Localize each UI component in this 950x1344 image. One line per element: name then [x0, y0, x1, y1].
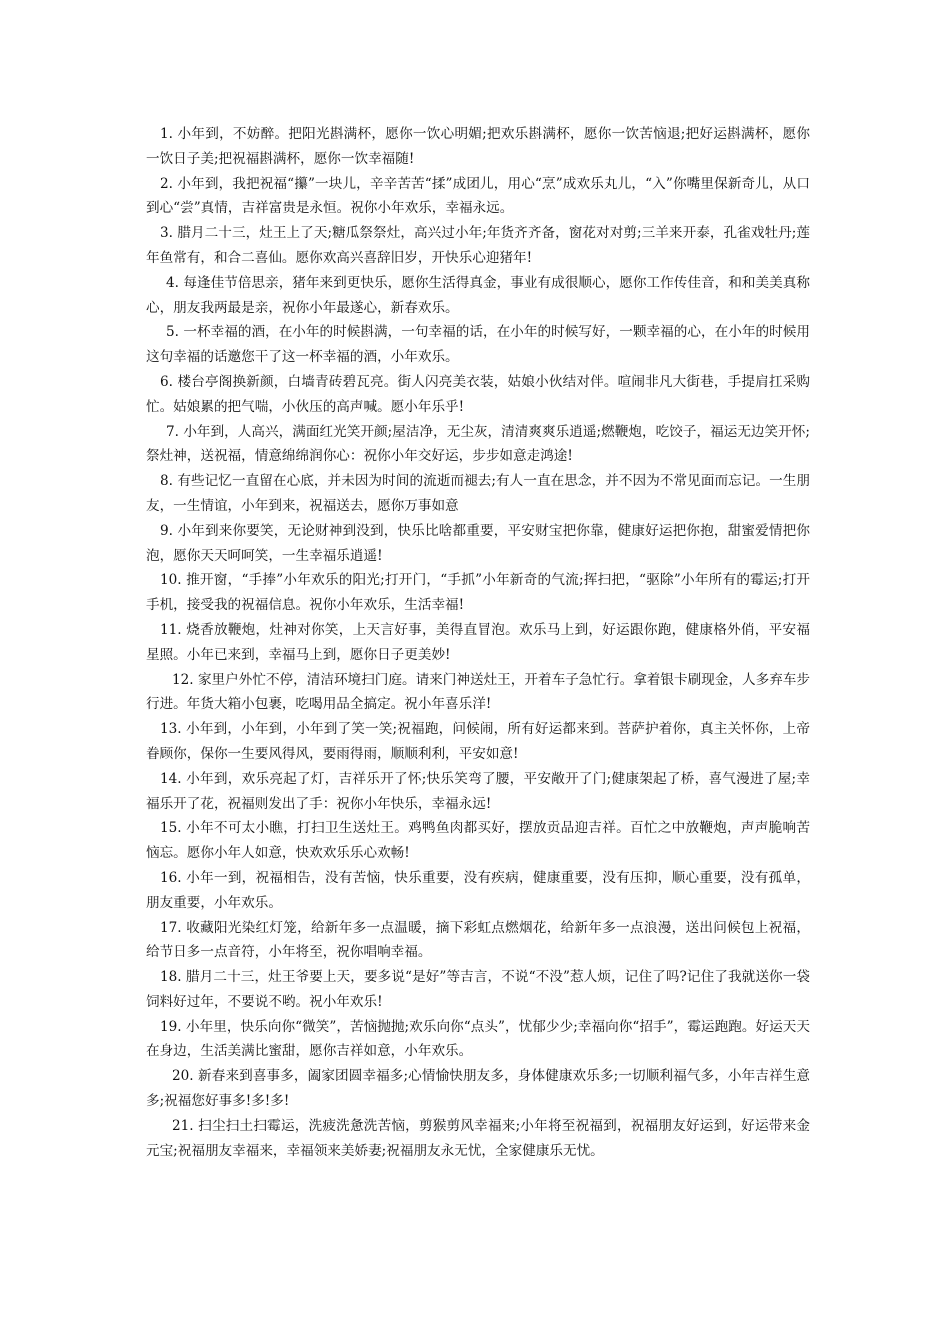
paragraph-14: 14. 小年到，欢乐亮起了灯，吉祥乐开了怀;快乐笑弯了腰，平安敞开了门;健康架起了桥，喜气漫进了屋;幸福乐开了花，祝福则发出了手：祝你小年快乐，幸福永远! [146, 770, 810, 812]
paragraph-21: 21. 扫尘扫土扫霉运，洗疲洗惫洗苦恼，剪猴剪风幸福来;小年将至祝福到，祝福朋友好运到，好运带来金元宝;祝福朋友幸福来，幸福领来美娇妻;祝福朋友永无忧，全家健康乐无忧。 [146, 1117, 810, 1159]
paragraph-18: 18. 腊月二十三，灶王爷要上天，要多说“是好”等吉言，不说“不没”惹人烦，记住了吗?记住了我就送你一袋饲料好过年，不要说不哟。祝小年欢乐! [146, 969, 810, 1010]
paragraph-4: 4. 每逢佳节倍思亲，猪年来到更快乐，愿你生活得真金，事业有成很顺心，愿你工作传佳音，和和美美真称心，朋友我两最是亲，祝你小年最遂心，新春欢乐。 [146, 274, 810, 316]
paragraph-2: 2. 小年到，我把祝福“攥”一块儿，辛辛苦苦“揉”成团儿，用心“烹”成欢乐丸儿，“入”你嘴里保新奇儿，从口到心“尝”真情，吉祥富贵是永恒。祝你小年欢乐，幸福永远。 [146, 175, 810, 217]
paragraph-3: 3. 腊月二十三，灶王上了天;糖瓜祭祭灶，高兴过小年;年货齐齐备，窗花对对剪;三羊来开泰，孔雀戏牡丹;莲年鱼常有，和合二喜仙。愿你欢高兴喜辞旧岁，开快乐心迎猪年! [146, 225, 810, 266]
paragraph-8: 8. 有些记忆一直留在心底，并未因为时间的流逝而褪去;有人一直在思念，并不因为不常见面而忘记。一生朋友，一生情谊，小年到来，祝福送去，愿你万事如意 [146, 473, 810, 514]
paragraph-5: 5. 一杯幸福的酒，在小年的时候斟满，一句幸福的话，在小年的时候写好，一颗幸福的心，在小年的时候用这句幸福的话邀您干了这一杯幸福的酒，小年欢乐。 [146, 324, 810, 366]
paragraph-17: 17. 收藏阳光染红灯笼，给新年多一点温暖，摘下彩虹点燃烟花，给新年多一点浪漫，送出问候包上祝福，给节日多一点音符，小年将至，祝你唱响幸福。 [146, 919, 810, 961]
paragraph-11: 11. 烧香放鞭炮，灶神对你笑，上天言好事，美得直冒泡。欢乐马上到，好运跟你跑，健康格外俏，平安福星照。小年已来到，幸福马上到，愿你日子更美妙! [146, 621, 810, 663]
paragraph-9: 9. 小年到来你要笑，无论财神到没到，快乐比啥都重要，平安财宝把你靠，健康好运把你抱，甜蜜爱情把你泡，愿你天天呵呵笑，一生幸福乐逍遥! [146, 522, 810, 564]
paragraph-13: 13. 小年到，小年到，小年到了笑一笑;祝福跑，问候闹，所有好运都来到。菩萨护着你，真主关怀你，上帝眷顾你，保你一生要风得风，要雨得雨，顺顺利利，平安如意! [146, 721, 810, 762]
paragraph-6: 6. 楼台亭阁换新颜，白墙青砖碧瓦亮。街人闪亮美衣装，姑娘小伙结对伴。喧闹非凡大街巷，手提肩扛采购忙。姑娘累的把气喘，小伙压的高声喊。愿小年乐乎! [146, 373, 810, 415]
paragraph-10: 10. 推开窗，“手捧”小年欢乐的阳光;打开门，“手抓”小年新奇的气流;挥扫把，“驱除”小年所有的霉运;打开手机，接受我的祝福信息。祝你小年欢乐，生活幸福! [146, 572, 810, 614]
paragraph-19: 19. 小年里，快乐向你“微笑”，苦恼抛抛;欢乐向你“点头”，忧郁少少;幸福向你“招手”，霉运跑跑。好运天天在身边，生活美满比蜜甜，愿你吉祥如意，小年欢乐。 [146, 1018, 810, 1060]
document-body [146, 122, 810, 1163]
paragraph-12: 12. 家里户外忙不停，清洁环境扫门庭。请来门神送灶王，开着车子急忙行。拿着银卡刷现金，人多弃车步行进。年货大箱小包裹，吃喝用品全搞定。祝小年喜乐洋! [146, 671, 810, 713]
paragraph-15: 15. 小年不可太小瞧，打扫卫生送灶王。鸡鸭鱼肉都买好，摆放贡品迎吉祥。百忙之中放鞭炮，声声脆响苦恼忘。愿你小年人如意，快欢欢乐乐心欢畅! [146, 820, 810, 862]
paragraph-20: 20. 新春来到喜事多，阖家团圆幸福多;心情愉快朋友多，身体健康欢乐多;一切顺利福气多，小年吉祥生意多;祝福您好事多!多!多! [146, 1068, 810, 1110]
paragraph-1: 1. 小年到，不妨醉。把阳光斟满杯，愿你一饮心明媚;把欢乐斟满杯，愿你一饮苦恼退;把好运斟满杯，愿你一饮日子美;把祝福斟满杯，愿你一饮幸福随! [146, 126, 810, 167]
paragraph-16: 16. 小年一到，祝福相告，没有苦恼，快乐重要，没有疾病，健康重要，没有压抑，顺心重要，没有孤单，朋友重要，小年欢乐。 [146, 869, 810, 911]
paragraph-7: 7. 小年到，人高兴，满面红光笑开颜;屋洁净，无尘灰，清清爽爽乐逍遥;燃鞭炮，吃饺子，福运无边笑开怀;祭灶神，送祝福，情意绵绵润你心：祝你小年交好运，步步如意走鸿途! [146, 423, 810, 465]
